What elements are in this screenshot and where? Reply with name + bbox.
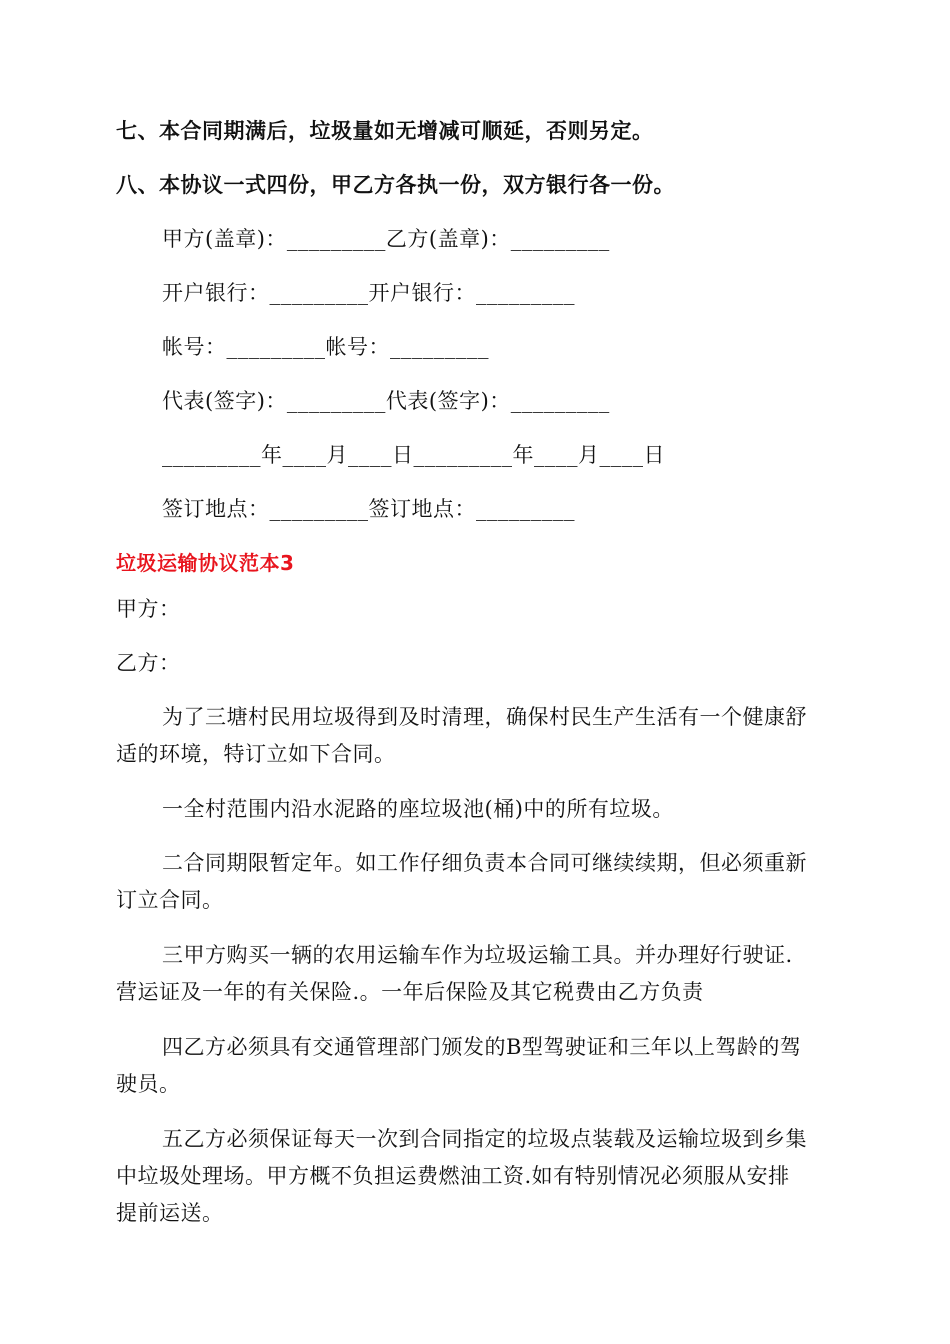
- clause-8: 八、本协议一式四份，甲乙方各执一份，双方银行各一份。: [116, 173, 675, 197]
- paragraph-3-line-2: 营运证及一年的有关保险.。一年后保险及其它税费由乙方负责: [116, 980, 704, 1004]
- paragraph-5-line-3: 提前运送。: [116, 1201, 224, 1225]
- section-title: 垃圾运输协议范本3: [116, 551, 295, 575]
- paragraph-5-line-1: 五乙方必须保证每天一次到合同指定的垃圾点装载及运输垃圾到乡集: [162, 1127, 807, 1151]
- paragraph-3-line-1: 三甲方购买一辆的农用运输车作为垃圾运输工具。并办理好行驶证.: [162, 943, 793, 967]
- signature-line-location: 签订地点：_________签订地点：_________: [162, 497, 575, 521]
- party-a-label: 甲方：: [116, 597, 181, 621]
- paragraph-5-line-2: 中垃圾处理场。甲方概不负担运费燃油工资.如有特别情况必须服从安排: [116, 1164, 790, 1188]
- paragraph-intro-line-1: 为了三塘村民用垃圾得到及时清理，确保村民生产生活有一个健康舒: [162, 705, 807, 729]
- signature-line-representative: 代表(签字)：_________代表(签字)：_________: [162, 389, 610, 413]
- paragraph-intro-line-2: 适的环境，特订立如下合同。: [116, 742, 396, 766]
- paragraph-2-line-1: 二合同期限暂定年。如工作仔细负责本合同可继续续期，但必须重新: [162, 851, 807, 875]
- paragraph-1-line-1: 一全村范围内沿水泥路的座垃圾池(桶)中的所有垃圾。: [162, 797, 674, 821]
- signature-line-date: _________年____月____日_________年____月____日: [162, 443, 665, 467]
- signature-line-bank: 开户银行：_________开户银行：_________: [162, 281, 575, 305]
- signature-line-seal: 甲方(盖章)：_________乙方(盖章)：_________: [162, 227, 610, 251]
- paragraph-2-line-2: 订立合同。: [116, 888, 224, 912]
- paragraph-4-line-1: 四乙方必须具有交通管理部门颁发的B型驾驶证和三年以上驾龄的驾: [162, 1035, 802, 1059]
- paragraph-4-line-2: 驶员。: [116, 1072, 181, 1096]
- clause-7: 七、本合同期满后，垃圾量如无增减可顺延，否则另定。: [116, 119, 654, 143]
- signature-line-account: 帐号：_________帐号：_________: [162, 335, 489, 359]
- party-b-label: 乙方：: [116, 651, 181, 675]
